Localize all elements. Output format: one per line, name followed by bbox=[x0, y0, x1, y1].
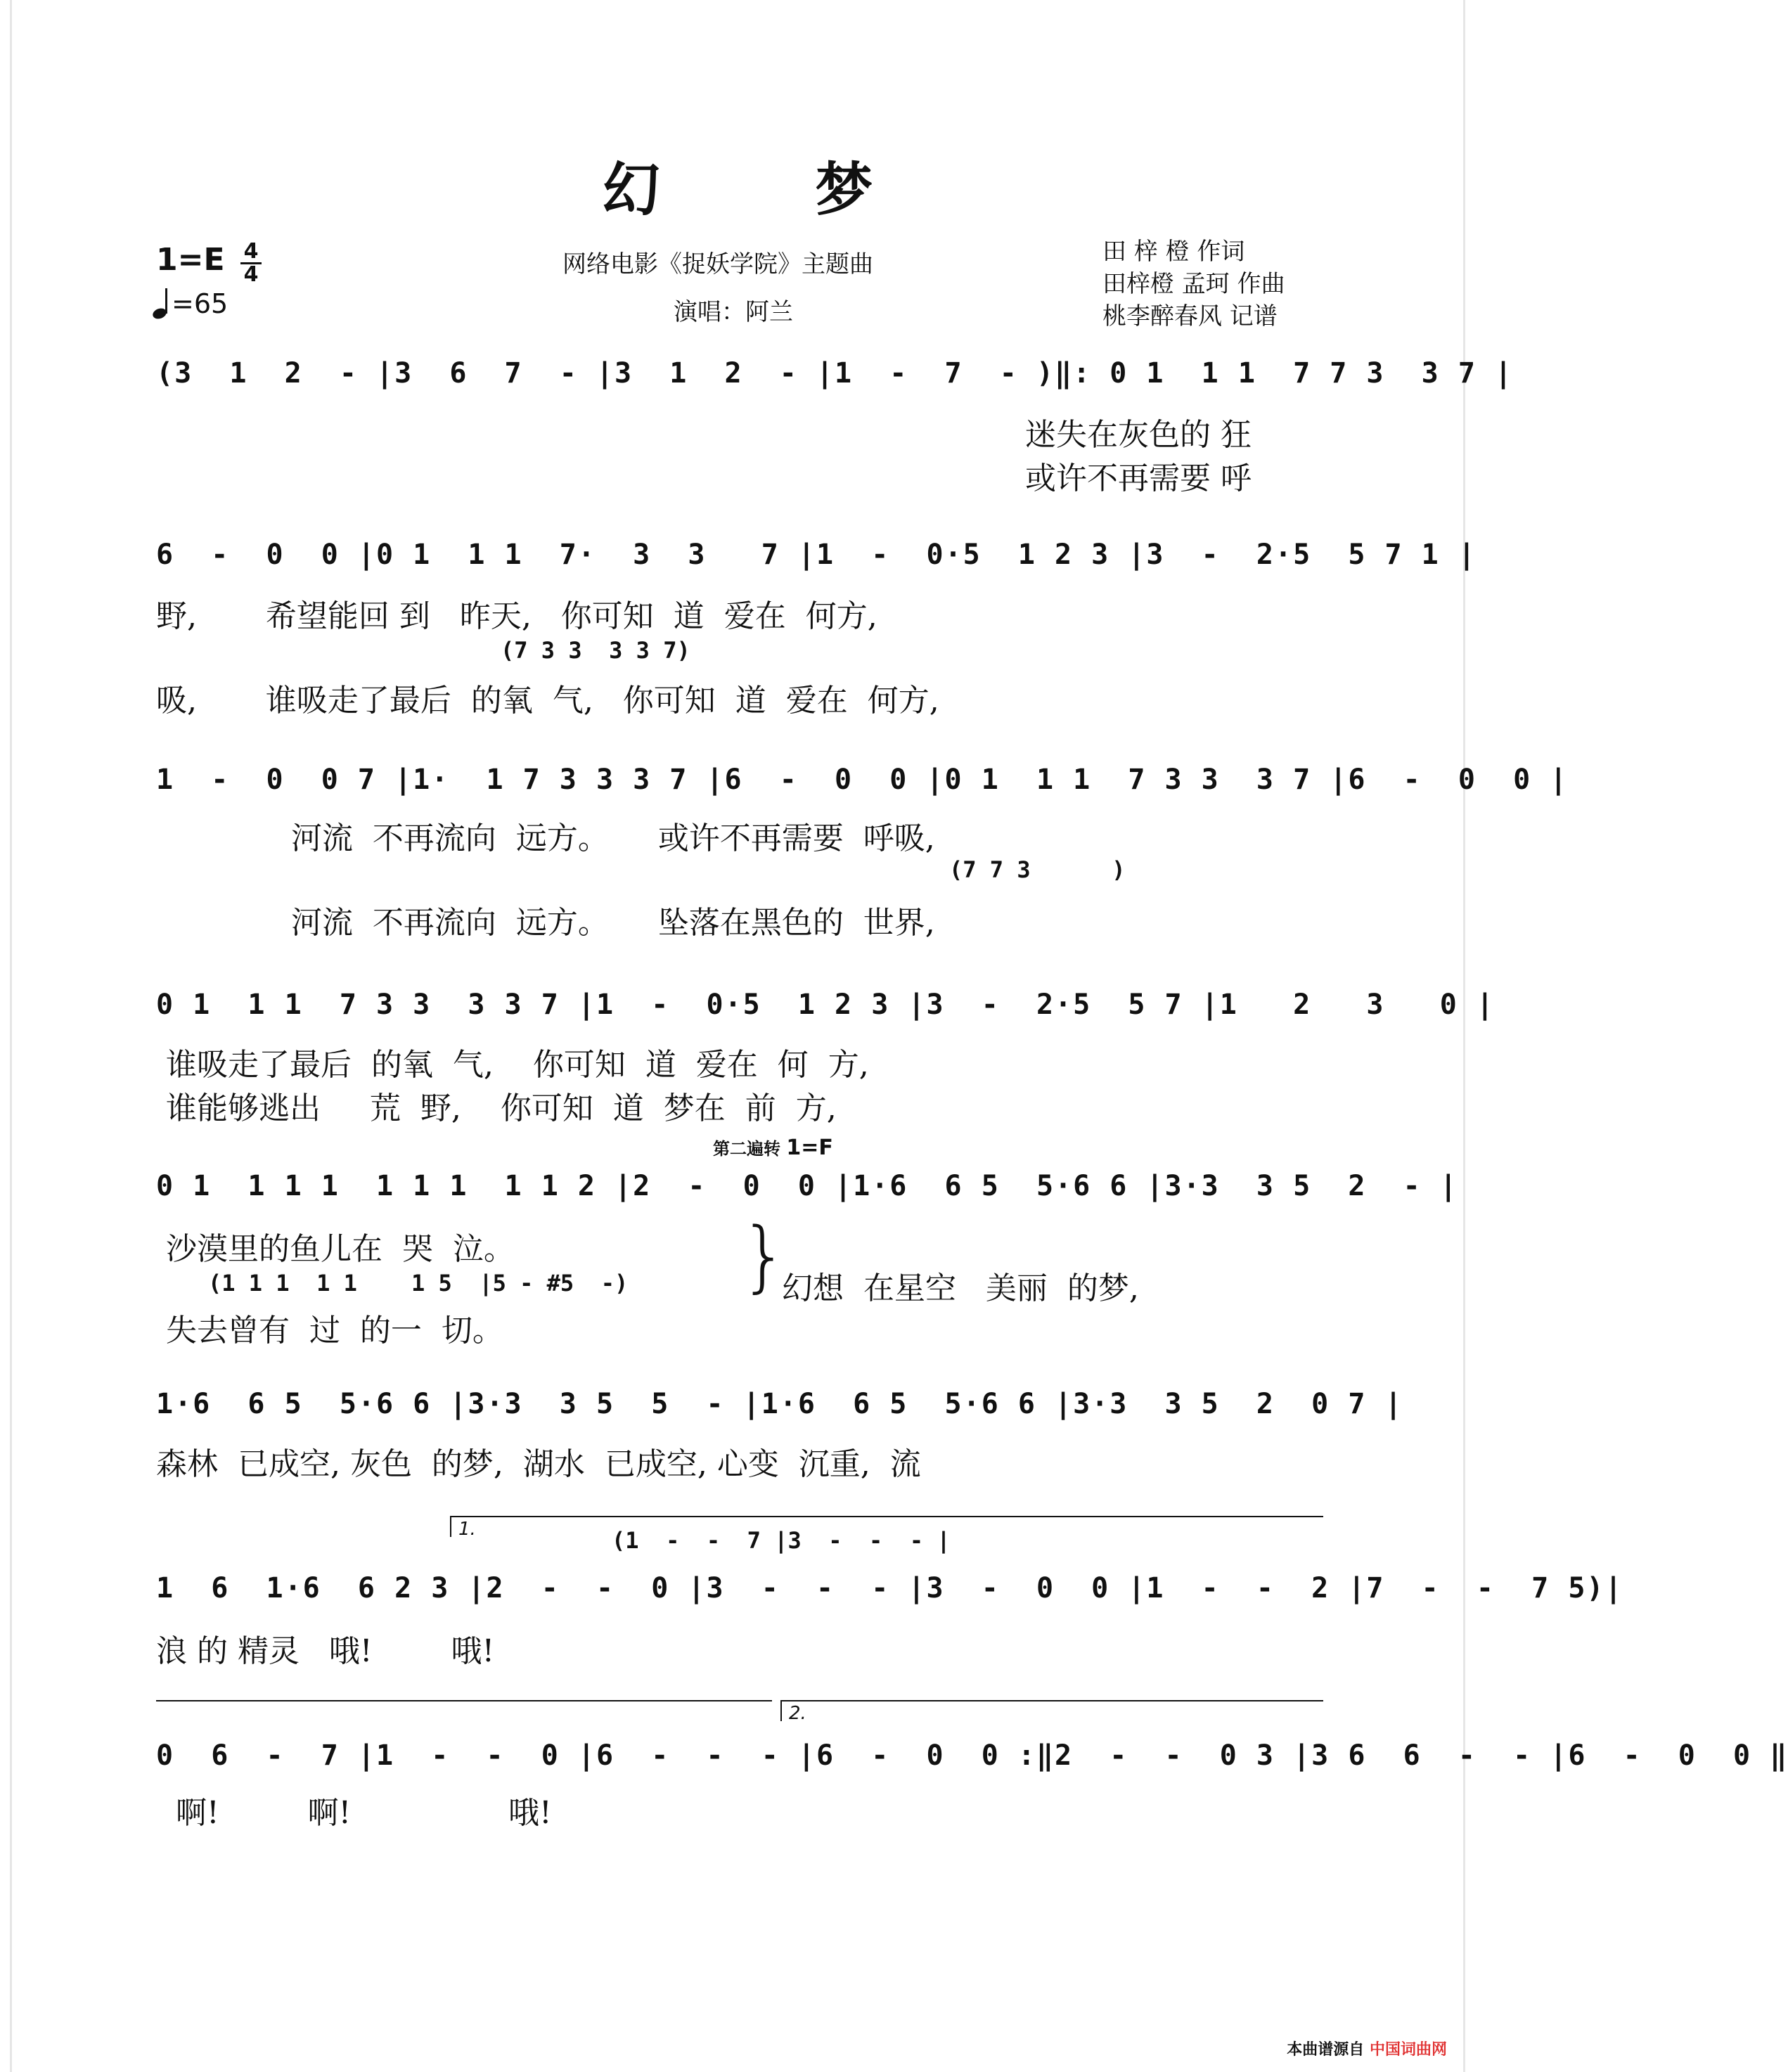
credit-music: 田梓橙 孟珂 作曲 bbox=[1102, 270, 1285, 298]
time-signature bbox=[240, 239, 262, 287]
page-left-edge bbox=[10, 0, 12, 2072]
singer: 演唱：阿兰 bbox=[674, 298, 793, 326]
lyric-line-5-side: 幻想 在星空 美丽 的梦, bbox=[782, 1270, 1139, 1306]
modulation-label: 第二遍转 1=F bbox=[713, 1135, 833, 1160]
source-footer bbox=[1287, 2038, 1447, 2059]
lyric-line-8: 啊! 啊! 哦! bbox=[156, 1795, 552, 1831]
alt-notes-system-7: (1 - - 7 |3 - - - | bbox=[612, 1527, 951, 1554]
lyric-line-6: 森林 已成空, 灰色 的梦, 湖水 已成空, 心变 沉重, 流 bbox=[156, 1446, 921, 1482]
second-ending-bracket bbox=[780, 1700, 1323, 1724]
lyric-line-3-verse-1: 河流 不再流向 远方。 或许不再需要 呼吸, bbox=[262, 821, 935, 856]
verse-brace: } bbox=[740, 1211, 789, 1301]
score-system-5: 0 1 1 1 1 1 1 1 1 1 2 |2 - 0 0 |1·6 6 5 5·6 6 |3·3 3 5 2 - | bbox=[156, 1170, 1458, 1202]
credit-lyrics: 田 梓 橙 作词 bbox=[1102, 238, 1245, 266]
lyric-line-5-verse-1: 沙漠里的鱼儿在 哭 泣。 bbox=[156, 1231, 515, 1267]
first-ending-continuation bbox=[156, 1700, 772, 1701]
alt-notes-system-2: (7 3 3 3 3 7) bbox=[501, 637, 690, 664]
subtitle: 网络电影《捉妖学院》主题曲 bbox=[562, 250, 873, 278]
time-denominator: 4 bbox=[243, 262, 259, 287]
quarter-note-icon bbox=[152, 287, 173, 321]
lyric-line-2-verse-1: 野, 希望能回 到 昨天, 你可知 道 爱在 何方, bbox=[156, 598, 877, 634]
alt-notes-system-5: (1 1 1 1 1 1 5 |5 - #5 -) bbox=[208, 1270, 629, 1296]
lyric-line-5-verse-2: 失去曾有 过 的一 切。 bbox=[156, 1313, 503, 1349]
lyric-line-7: 浪 的 精灵 哦! 哦! bbox=[156, 1633, 495, 1669]
alt-notes-system-3: (7 7 3 ) bbox=[949, 856, 1126, 883]
score-system-4: 0 1 1 1 7 3 3 3 3 7 |1 - 0·5 1 2 3 |3 - 2·5 5 7 |1 2 3 0 | bbox=[156, 989, 1495, 1021]
score-system-8: 0 6 - 7 |1 - - 0 |6 - - - |6 - 0 0 :‖2 - - 0 3 |3 6 6 - - |6 - 0 0 ‖ bbox=[156, 1739, 1788, 1772]
footer-site-link[interactable]: 中国词曲网 bbox=[1369, 2041, 1447, 2059]
lyric-line-2-verse-2: 吸, 谁吸走了最后 的氧 气, 你可知 道 爱在 何方, bbox=[156, 683, 939, 719]
lyric-line-4-verse-1: 谁吸走了最后 的氧 气, 你可知 道 爱在 何 方, bbox=[156, 1047, 869, 1083]
score-system-1: (3 1 2 - |3 6 7 - |3 1 2 - |1 - 7 - )‖: 0 1 1 1 7 7 3 3 7 | bbox=[156, 357, 1514, 390]
credit-transcriber: 桃李醉春风 记谱 bbox=[1102, 302, 1278, 330]
lyric-line-1-verse-1: 迷失在灰色的 狂 bbox=[1025, 417, 1252, 453]
lyric-line-1-verse-2: 或许不再需要 呼 bbox=[1025, 461, 1252, 496]
score-system-3: 1 - 0 0 7 |1· 1 7 3 3 3 7 |6 - 0 0 |0 1 1 1 7 3 3 3 7 |6 - 0 0 | bbox=[156, 764, 1569, 796]
key-signature: 1=E bbox=[156, 242, 225, 278]
tempo-marking: =65 bbox=[172, 288, 229, 319]
footer-label: 本曲谱源自 bbox=[1287, 2041, 1365, 2059]
song-title: 幻 梦 bbox=[602, 156, 941, 224]
score-system-2: 6 - 0 0 |0 1 1 1 7· 3 3 7 |1 - 0·5 1 2 3 |3 - 2·5 5 7 1 | bbox=[156, 539, 1477, 571]
first-ending-label: 1. bbox=[458, 1519, 476, 1540]
lyric-line-4-verse-2: 谁能够逃出 荒 野, 你可知 道 梦在 前 方, bbox=[156, 1090, 837, 1126]
score-system-6: 1·6 6 5 5·6 6 |3·3 3 5 5 - |1·6 6 5 5·6 6 |3·3 3 5 2 0 7 | bbox=[156, 1388, 1403, 1420]
score-system-7: 1 6 1·6 6 2 3 |2 - - 0 |3 - - - |3 - 0 0 |1 - - 2 |7 - - 7 5)| bbox=[156, 1572, 1623, 1604]
lyric-line-3-verse-2: 河流 不再流向 远方。 坠落在黑色的 世界, bbox=[262, 905, 935, 941]
time-numerator: 4 bbox=[243, 239, 259, 264]
second-ending-label: 2. bbox=[789, 1703, 806, 1724]
